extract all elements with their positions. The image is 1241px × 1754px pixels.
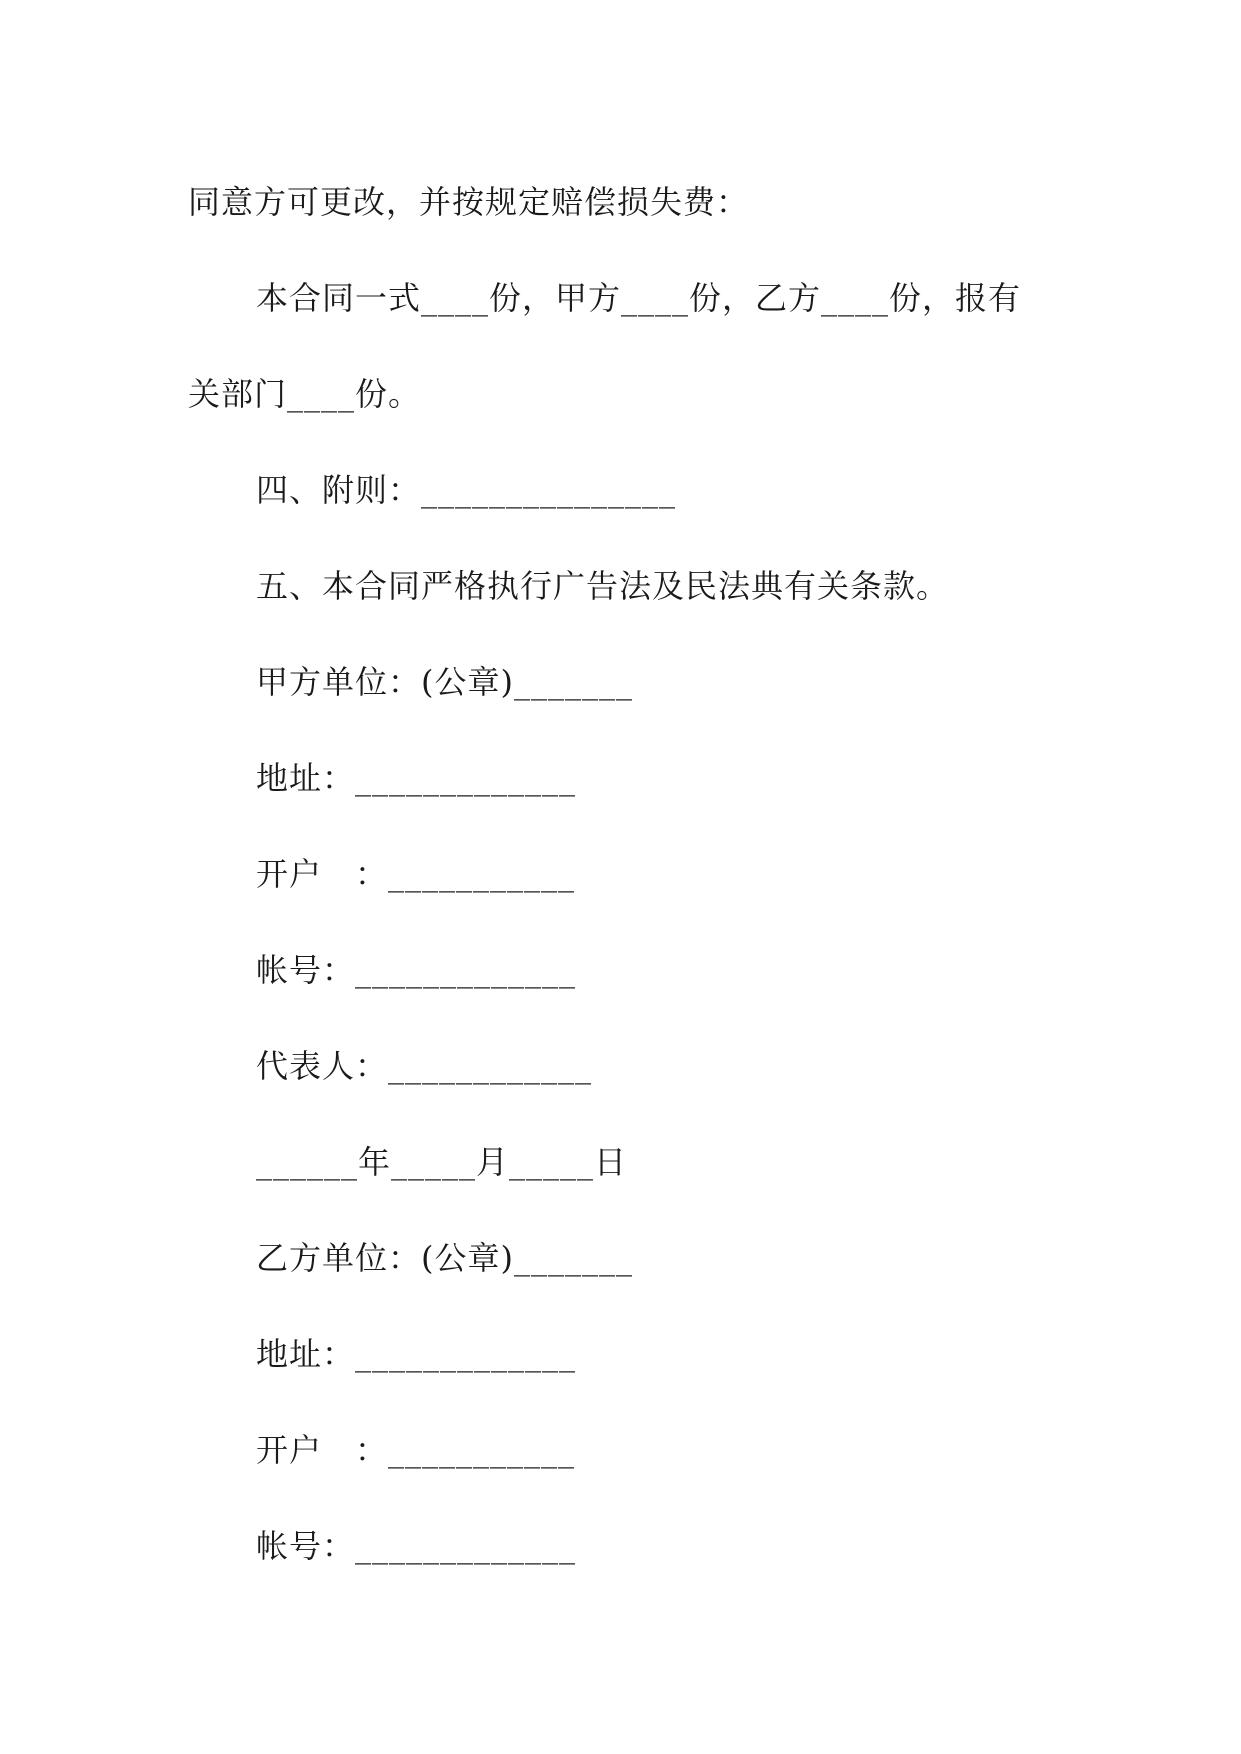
party-b-unit: 乙方单位：(公章)_______ — [256, 1239, 633, 1277]
party-b-account: 帐号：_____________ — [256, 1527, 577, 1565]
party-a-unit: 甲方单位：(公章)_______ — [256, 663, 633, 701]
party-a-bank: 开户 ：___________ — [256, 855, 576, 893]
text-line-copies: 本合同一式____份，甲方____份，乙方____份，报有 — [256, 279, 1022, 317]
party-a-date: ______年_____月_____日 — [256, 1143, 628, 1181]
party-a-address: 地址：_____________ — [256, 759, 577, 797]
text-line-compensation: 同意方可更改，并按规定赔偿损失费： — [188, 183, 750, 221]
clause-four-appendix: 四、附则：_______________ — [256, 471, 677, 509]
party-a-representative: 代表人：____________ — [256, 1047, 593, 1085]
party-a-account: 帐号：_____________ — [256, 951, 577, 989]
clause-five-law: 五、本合同严格执行广告法及民法典有关条款。 — [256, 567, 950, 605]
party-b-address: 地址：_____________ — [256, 1335, 577, 1373]
party-b-bank: 开户 ：___________ — [256, 1431, 576, 1469]
text-line-copies-continued: 关部门____份。 — [188, 375, 422, 413]
